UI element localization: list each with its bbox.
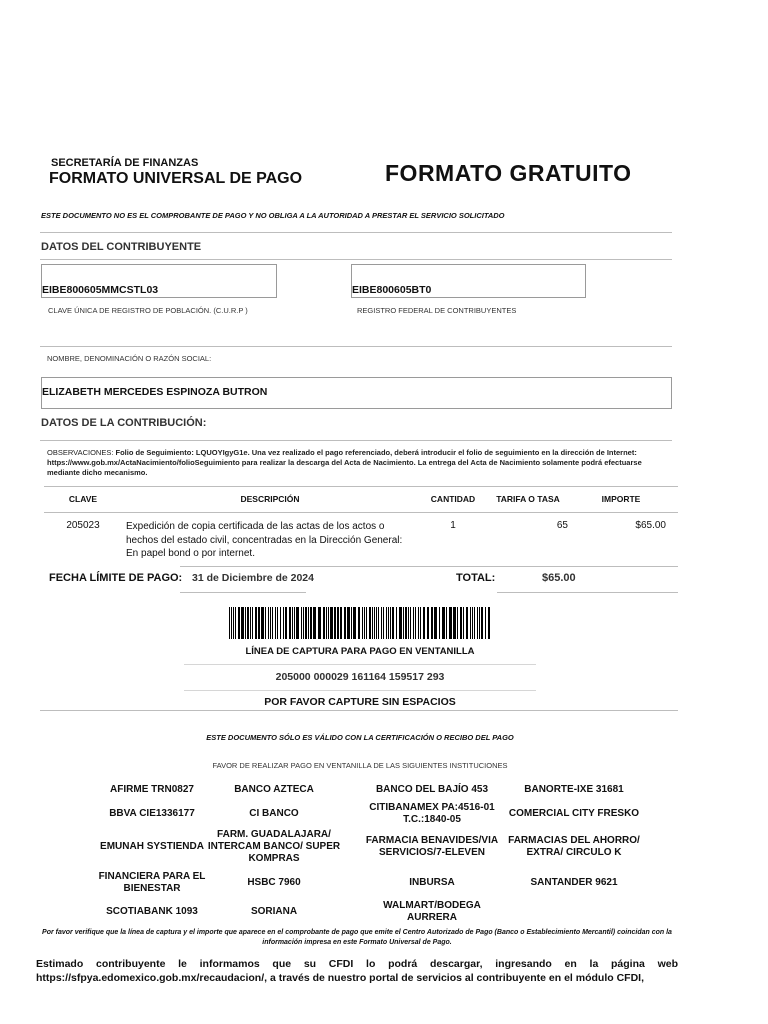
row-clave: 205023: [66, 520, 100, 531]
barcode-bar: [442, 607, 445, 639]
document-title: FORMATO UNIVERSAL DE PAGO: [49, 170, 303, 187]
barcode-bar: [358, 607, 360, 639]
divider: [40, 259, 672, 260]
barcode-bar: [344, 607, 346, 639]
barcode-bar: [434, 607, 437, 639]
barcode-bar: [323, 607, 325, 639]
nombre-label: NOMBRE, DENOMINACIÓN O RAZÓN SOCIAL:: [47, 354, 212, 363]
institution-item: FARMACIAS DEL AHORRO/ EXTRA/ CIRCULO K: [508, 835, 640, 858]
col-header-cantidad: CANTIDAD: [430, 494, 476, 504]
barcode-bar: [372, 607, 373, 639]
barcode-bar: [247, 607, 249, 639]
barcode-bar: [463, 607, 464, 639]
institution-item: CITIBANAMEX PA:4516-01 T.C.:1840-05: [369, 802, 495, 825]
barcode-bar: [477, 607, 478, 639]
divider: [40, 440, 672, 441]
barcode-bar: [245, 607, 246, 639]
barcode-bar: [235, 607, 236, 639]
barcode-bar: [388, 607, 389, 639]
barcode-bar: [431, 607, 433, 639]
barcode-bar: [418, 607, 419, 639]
barcode-bar: [423, 607, 425, 639]
barcode-bar: [238, 607, 240, 639]
barcode-bar: [376, 607, 377, 639]
col-header-clave: CLAVE: [68, 494, 98, 504]
barcode-bar: [337, 607, 339, 639]
barcode-bar: [353, 607, 356, 639]
col-header-descripcion: DESCRIPCIÓN: [240, 494, 300, 504]
institution-item: BANCO AZTECA: [234, 784, 314, 795]
verify-notice: Por favor verifique que la línea de captura y el importe que aparece en el comprobante de pago que emite el Centro Autorizado de Pago (Banco o Establecimiento Mercantil) coincidan con la información impresa en este Formato Universal de Pago.: [42, 929, 672, 946]
divider: [180, 566, 678, 567]
barcode-bar: [347, 607, 350, 639]
barcode-bar: [261, 607, 264, 639]
barcode-bar: [229, 607, 230, 639]
barcode-bar: [340, 607, 342, 639]
linea-captura-label: LÍNEA DE CAPTURA PARA PAGO EN VENTANILLA: [245, 646, 475, 657]
total-value: $65.00: [542, 572, 576, 584]
institution-item: EMUNAH SYSTIENDA: [100, 841, 204, 852]
section-contribuyente-title: DATOS DEL CONTRIBUYENTE: [41, 241, 202, 253]
barcode-bar: [374, 607, 375, 639]
barcode-bar: [275, 607, 276, 639]
barcode-bar: [453, 607, 456, 639]
nombre-value: ELIZABETH MERCEDES ESPINOZA BUTRON: [42, 386, 268, 398]
institution-item: INBURSA: [409, 877, 455, 888]
divider: [497, 592, 678, 593]
barcode-bar: [258, 607, 260, 639]
curp-label: CLAVE ÚNICA DE REGISTRO DE POBLACIÓN. (C.U.R.P ): [48, 306, 248, 315]
barcode-bar: [449, 607, 452, 639]
divider: [180, 592, 306, 593]
fecha-limite-value: 31 de Diciembre de 2024: [192, 572, 314, 584]
barcode-bar: [378, 607, 379, 639]
institution-item: FARM. GUADALAJARA/ INTERCAM BANCO/ SUPER KOMPRAS: [207, 829, 341, 864]
barcode-bar: [330, 607, 333, 639]
barcode-bar: [392, 607, 394, 639]
barcode-bar: [420, 607, 421, 639]
barcode-bar: [241, 607, 244, 639]
barcode-bar: [231, 607, 232, 639]
barcode-bar: [334, 607, 336, 639]
barcode-bar: [310, 607, 312, 639]
barcode-bar: [386, 607, 387, 639]
barcode-bar: [405, 607, 407, 639]
row-importe: $65.00: [635, 520, 666, 531]
fecha-limite-label: FECHA LÍMITE DE PAGO:: [49, 572, 183, 584]
barcode-bar: [439, 607, 440, 639]
rfc-label: REGISTRO FEDERAL DE CONTRIBUYENTES: [357, 306, 517, 315]
barcode-bar: [381, 607, 382, 639]
divider: [184, 690, 536, 691]
barcode-bar: [472, 607, 473, 639]
section-contribucion-title: DATOS DE LA CONTRIBUCIÓN:: [41, 417, 207, 429]
barcode-bar: [366, 607, 367, 639]
barcode-bar: [457, 607, 458, 639]
barcode-bar: [415, 607, 416, 639]
barcode-bar: [289, 607, 291, 639]
barcode-bar: [255, 607, 257, 639]
institution-item: BANCO DEL BAJÍO 453: [375, 784, 489, 795]
barcode-bar: [466, 607, 468, 639]
institution-item: SCOTIABANK 1093: [106, 906, 198, 917]
barcode-bar: [301, 607, 302, 639]
barcode-bar: [474, 607, 475, 639]
row-descripcion: Expedición de copia certificada de las actas de los actos o hechos del estado civil, concentradas en la Dirección General: En papel bond o por internet.: [126, 521, 403, 559]
barcode-bar: [277, 607, 278, 639]
linea-captura-value: 205000 000029 161164 159517 293: [275, 671, 445, 683]
barcode-bar: [460, 607, 462, 639]
barcode-bar: [362, 607, 363, 639]
barcode-bar: [250, 607, 251, 639]
barcode-bar: [369, 607, 371, 639]
barcode-bar: [294, 607, 295, 639]
barcode-bar: [446, 607, 447, 639]
barcode-bar: [396, 607, 397, 639]
table-header-border: [44, 512, 678, 513]
barcode-bar: [399, 607, 402, 639]
row-cantidad: 1: [450, 520, 456, 531]
observaciones-text: Folio de Seguimiento: LQUOYIgyG1e. Una vez realizado el pago referenciado, deberá introducir el folio de seguimiento en la dirección de Internet: https://www.gob.mx/ActaNacimiento/folioSeguimiento para realizar la descarga del Acta de Nacimiento. La entrega del Acta de Nacimiento solamente podrá efectuarse mediante dicho mecanismo.: [47, 448, 642, 477]
barcode-bar: [280, 607, 281, 639]
barcode-bar: [390, 607, 391, 639]
barcode-bar: [303, 607, 304, 639]
divider: [40, 346, 672, 347]
barcode-bar: [292, 607, 293, 639]
col-header-importe: IMPORTE: [601, 494, 641, 504]
barcode-bar: [410, 607, 411, 639]
cfdi-notice: Estimado contribuyente le informamos que su CFDI lo podrá descargar, ingresando en la página web https://sfpya.edomexico.gob.mx/recaudacion/, a través de nuestro portal de servicios al contribuyente en el módulo CFDI,: [36, 958, 678, 984]
barcode-bar: [305, 607, 307, 639]
barcode-bar: [364, 607, 365, 639]
barcode-bar: [285, 607, 287, 639]
institution-item: SANTANDER 9621: [530, 877, 618, 888]
institution-item: FARMACIA BENAVIDES/VIA SERVICIOS/7-ELEVEN: [365, 835, 499, 858]
barcode-bar: [427, 607, 429, 639]
institution-item: HSBC 7960: [247, 877, 301, 888]
institution-item: AFIRME TRN0827: [110, 784, 194, 795]
table-top-border: [44, 486, 678, 487]
sin-espacios-label: POR FAVOR CAPTURE SIN ESPACIOS: [264, 696, 456, 708]
divider: [40, 232, 672, 233]
row-tarifa: 65: [556, 520, 568, 531]
observaciones: [47, 448, 667, 478]
barcode-bar: [296, 607, 299, 639]
institution-item: COMERCIAL CITY FRESKO: [508, 808, 640, 819]
barcode-bar: [318, 607, 321, 639]
divider: [40, 710, 678, 711]
barcode-bar: [485, 607, 486, 639]
institution-item: BANORTE-IXE 31681: [524, 784, 624, 795]
barcode-bar: [479, 607, 480, 639]
disclaimer-text: ESTE DOCUMENTO NO ES EL COMPROBANTE DE PAGO Y NO OBLIGA A LA AUTORIDAD A PRESTAR EL SERVICIO SOLICITADO: [41, 211, 505, 220]
curp-value: EIBE800605MMCSTL03: [42, 284, 159, 296]
barcode-bar: [272, 607, 273, 639]
instituciones-notice: FAVOR DE REALIZAR PAGO EN VENTANILLA DE LAS SIGUIENTES INSTITUCIONES: [212, 761, 508, 770]
barcode-bar: [351, 607, 352, 639]
barcode-bar: [270, 607, 271, 639]
institution-item: SORIANA: [250, 906, 298, 917]
formato-gratuito-title: FORMATO GRATUITO: [385, 160, 632, 186]
barcode-bar: [308, 607, 309, 639]
institution-item: BBVA CIE1336177: [109, 808, 195, 819]
barcode-bar: [265, 607, 266, 639]
barcode-bar: [268, 607, 269, 639]
institution-item: FINANCIERA PARA EL BIENESTAR: [98, 871, 206, 894]
col-header-tarifa: TARIFA O TASA: [496, 494, 560, 504]
barcode-bar: [233, 607, 234, 639]
barcode-bar: [326, 607, 327, 639]
observaciones-label: OBSERVACIONES:: [47, 448, 116, 457]
barcode-bar: [481, 607, 483, 639]
institution-item: CI BANCO: [249, 808, 299, 819]
barcode-bar: [403, 607, 404, 639]
secretaria-label: SECRETARÍA DE FINANZAS: [51, 157, 199, 169]
barcode-bar: [408, 607, 409, 639]
barcode-bar: [313, 607, 316, 639]
divider: [184, 664, 536, 665]
total-label: TOTAL:: [456, 572, 496, 584]
barcode-bar: [413, 607, 414, 639]
valido-notice: ESTE DOCUMENTO SÓLO ES VÁLIDO CON LA CERTIFICACIÓN O RECIBO DEL PAGO: [206, 733, 514, 742]
barcode-bar: [252, 607, 253, 639]
barcode-bar: [328, 607, 329, 639]
barcode: [229, 607, 491, 639]
barcode-bar: [383, 607, 384, 639]
rfc-value: EIBE800605BT0: [352, 284, 432, 296]
barcode-bar: [488, 607, 490, 639]
barcode-bar: [470, 607, 471, 639]
institution-item: WALMART/BODEGA AURRERA: [383, 900, 481, 923]
barcode-bar: [283, 607, 284, 639]
